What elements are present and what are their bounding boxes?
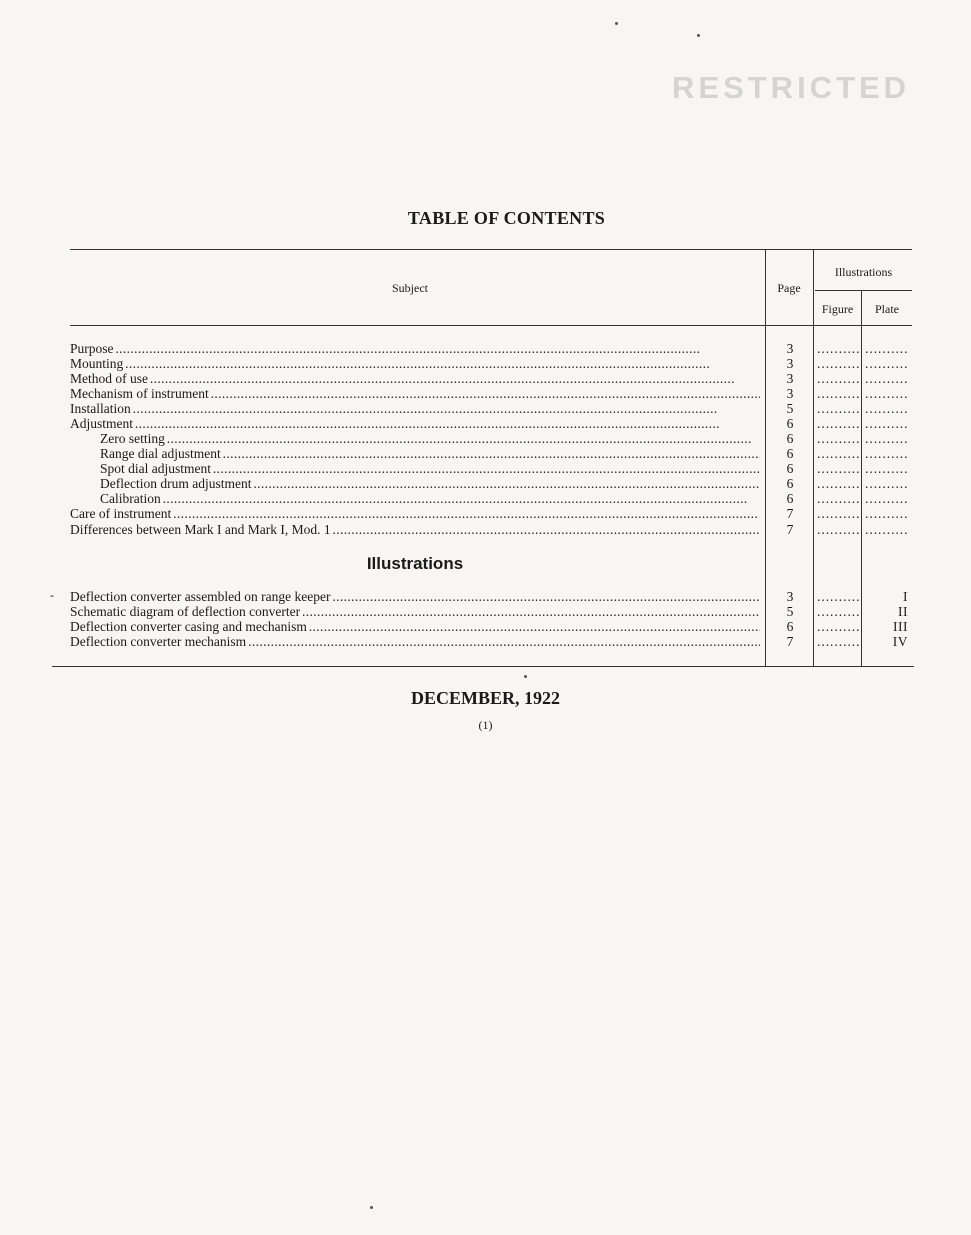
illustration-page: 7 [786,634,794,649]
toc-subject: Adjustment . . . [70,416,760,431]
illustration-row [70,619,912,634]
plate-leader: . . . . . . . . . . [865,386,907,401]
plate-leader: . . . . . . . . . . [865,506,907,521]
illustration-subject: Deflection converter casing and mechanism . . . [70,619,760,634]
toc-subject: Mechanism of instrument . . . [70,386,760,401]
plate-leader: . . . . . . . . . . [865,461,907,476]
toc-row [70,476,912,491]
plate-leader: . . . . . . . . . . [865,371,907,386]
illustrations-heading: Illustrations [366,554,464,573]
plate-leader: . . . . . . . . . . [865,416,907,431]
document-title: TABLE OF CONTENTS [407,208,606,228]
toc-subject: Deflection drum adjustment . . . [70,476,760,491]
figure-leader: . . . . . . . . . . [817,461,859,476]
toc-page: 7 [786,522,794,537]
table-bottom-rule [52,666,914,667]
figure-leader: . . . . . . . . . . [817,476,859,491]
toc-row [70,356,912,371]
figure-leader: . . . . . . . . . . [817,371,859,386]
illustration-subject: Deflection converter assembled on range keeper . . . [70,589,760,604]
figure-leader: . . . . . . . . . . [817,431,859,446]
toc-row [70,491,912,506]
paper-speck [697,34,700,37]
toc-page: 6 [786,416,794,431]
paper-speck [370,1206,373,1209]
toc-page: 3 [786,356,794,371]
table-top-rule [70,249,912,250]
toc-row [70,446,912,461]
toc-subject: Zero setting . . . [70,431,760,446]
toc-page: 6 [786,431,794,446]
toc-row [70,461,912,476]
figure-leader: . . . . . . . . . . [817,522,859,537]
toc-subject: Care of instrument . . . [70,506,760,521]
plate-leader: . . . . . . . . . . [865,446,907,461]
figure-leader: . . . . . . . . . . [817,341,859,356]
toc-row [70,522,912,537]
plate-leader: . . . . . . . . . . [865,356,907,371]
toc-page: 7 [786,506,794,521]
figure-leader: . . . . . . . . . . [817,386,859,401]
illustration-subject: Deflection converter mechanism . . . [70,634,760,649]
toc-row [70,401,912,416]
illustration-subject: Schematic diagram of deflection converter . . . [70,604,760,619]
plate-leader: . . . . . . . . . . [865,431,907,446]
toc-subject: Purpose . . . [70,341,760,356]
toc-subject: Range dial adjustment . . . [70,446,760,461]
plate-leader: . . . . . . . . . . [865,522,907,537]
toc-row [70,386,912,401]
page-number: (1) [478,718,493,732]
illustration-page: 5 [786,604,794,619]
toc-subject: Mounting . . . [70,356,760,371]
toc-page: 6 [786,491,794,506]
figure-leader: . . . . . . . . . . [817,446,859,461]
plate-leader: . . . . . . . . . . [865,491,907,506]
header-plate: Plate [875,302,899,316]
toc-page: 3 [786,341,794,356]
restricted-stamp: RESTRICTED [672,70,911,105]
figure-leader: . . . . . . . . . . [817,506,859,521]
paper-speck [615,22,618,25]
figure-leader: . . . . . . . . . . [817,416,859,431]
header-figure: Figure [821,302,854,316]
toc-row [70,371,912,386]
toc-page: 6 [786,476,794,491]
figure-leader: . . . . . . . . . . [817,356,859,371]
toc-page: 3 [786,386,794,401]
figure-leader: . . . . . . . . . . [817,589,859,604]
illustration-plate: II [898,604,908,619]
illustration-row [70,634,912,649]
header-subject: Subject [392,281,428,295]
toc-subject: Installation . . . [70,401,760,416]
margin-dash: - [50,588,54,602]
figure-leader: . . . . . . . . . . [817,491,859,506]
toc-row [70,341,912,356]
illustrations-header-rule [815,290,912,291]
toc-subject: Calibration . . . [70,491,760,506]
figure-leader: . . . . . . . . . . [817,634,859,649]
illustration-page: 6 [786,619,794,634]
toc-subject: Differences between Mark I and Mark I, Mod. 1 . . . [70,522,760,537]
illustration-plate: III [893,619,908,634]
publication-date: DECEMBER, 1922 [410,688,560,708]
toc-page: 6 [786,461,794,476]
toc-row [70,431,912,446]
figure-leader: . . . . . . . . . . [817,401,859,416]
illustration-plate: I [903,589,908,604]
figure-leader: . . . . . . . . . . [817,604,859,619]
plate-leader: . . . . . . . . . . [865,341,907,356]
illustration-row [70,589,912,604]
header-illustrations: Illustrations [834,265,893,279]
toc-page: 3 [786,371,794,386]
figure-leader: . . . . . . . . . . [817,619,859,634]
toc-row [70,506,912,521]
toc-row [70,416,912,431]
header-page: Page [777,281,801,295]
table-header-rule [70,325,912,326]
toc-page: 6 [786,446,794,461]
plate-leader: . . . . . . . . . . [865,476,907,491]
illustration-row [70,604,912,619]
illustration-page: 3 [786,589,794,604]
toc-subject: Spot dial adjustment . . . [70,461,760,476]
paper-speck [524,675,527,678]
illustration-plate: IV [892,634,908,649]
plate-leader: . . . . . . . . . . [865,401,907,416]
toc-page: 5 [786,401,794,416]
toc-subject: Method of use . . . [70,371,760,386]
